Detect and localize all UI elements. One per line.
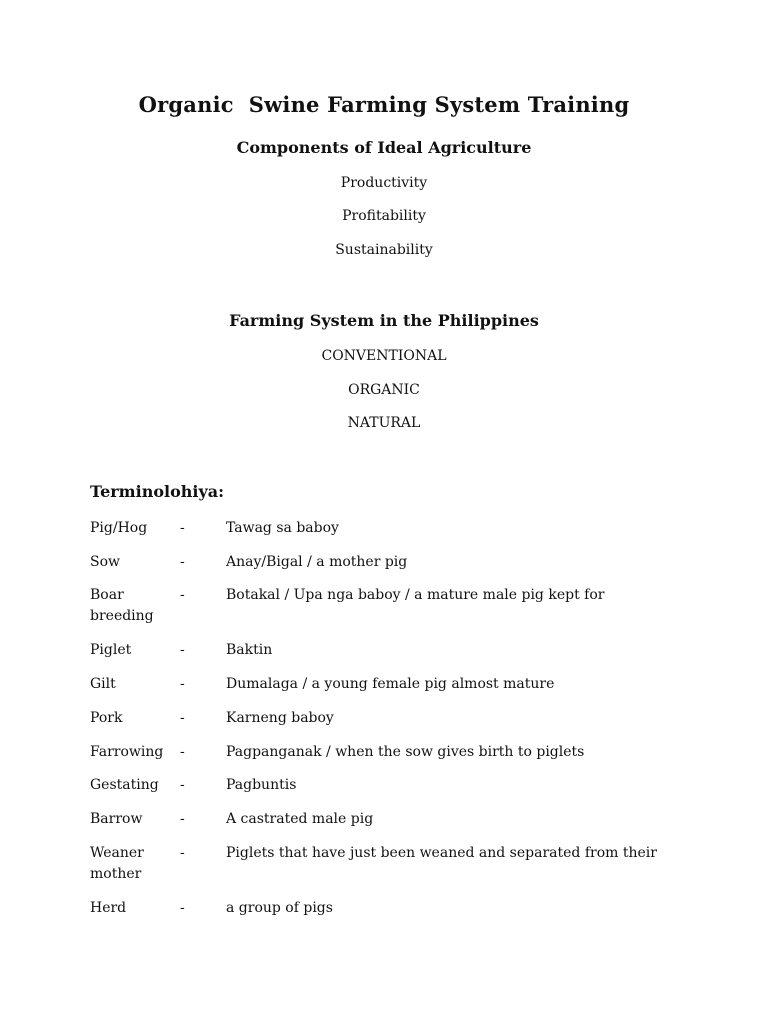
list-item-organic: ORGANIC <box>348 382 420 398</box>
term-separator: - <box>180 900 185 916</box>
term-name: Weaner mother <box>90 845 144 882</box>
term-separator: - <box>180 554 185 570</box>
term-name: Sow <box>90 554 121 570</box>
term-definition: Tawag sa baboy <box>226 520 339 536</box>
section-heading-farming-system: Farming System in the Philippines <box>229 311 539 330</box>
list-item-productivity: Productivity <box>340 175 428 191</box>
term-name: Pork <box>90 710 123 726</box>
list-item-sustainability: Sustainability <box>335 242 433 258</box>
term-definition: Baktin <box>226 642 273 658</box>
term-definition: Karneng baboy <box>226 710 334 726</box>
document-title: Organic Swine Farming System Training <box>138 92 630 117</box>
term-name: Barrow <box>90 811 143 827</box>
term-name: Pig/Hog <box>90 520 148 536</box>
term-name: Piglet <box>90 642 132 658</box>
term-name: Boar breeding <box>90 587 154 624</box>
list-item-profitability: Profitability <box>342 208 426 224</box>
term-separator: - <box>180 845 185 861</box>
term-name: Gestating <box>90 777 159 793</box>
list-item-conventional: CONVENTIONAL <box>321 348 447 364</box>
term-definition: Dumalaga / a young female pig almost mature <box>226 676 555 692</box>
term-separator: - <box>180 676 185 692</box>
term-definition: Botakal / Upa nga baboy / a mature male pig kept for <box>226 587 605 603</box>
term-definition: Pagbuntis <box>226 777 297 793</box>
term-definition: Anay/Bigal / a mother pig <box>226 554 408 570</box>
term-name: Farrowing <box>90 744 164 760</box>
term-separator: - <box>180 710 185 726</box>
term-separator: - <box>180 587 185 603</box>
term-definition: a group of pigs <box>226 900 333 916</box>
term-name: Herd <box>90 900 127 916</box>
term-separator: - <box>180 642 185 658</box>
term-separator: - <box>180 811 185 827</box>
section-heading-components: Components of Ideal Agriculture <box>236 138 532 157</box>
term-name: Gilt <box>90 676 116 692</box>
term-definition: Piglets that have just been weaned and separated from their <box>226 845 657 861</box>
list-item-natural: NATURAL <box>347 415 421 431</box>
term-definition: A castrated male pig <box>226 811 374 827</box>
terminology-heading: Terminolohiya: <box>90 482 225 501</box>
term-separator: - <box>180 777 185 793</box>
term-separator: - <box>180 744 185 760</box>
term-separator: - <box>180 520 185 536</box>
term-definition: Pagpanganak / when the sow gives birth to piglets <box>226 744 585 760</box>
